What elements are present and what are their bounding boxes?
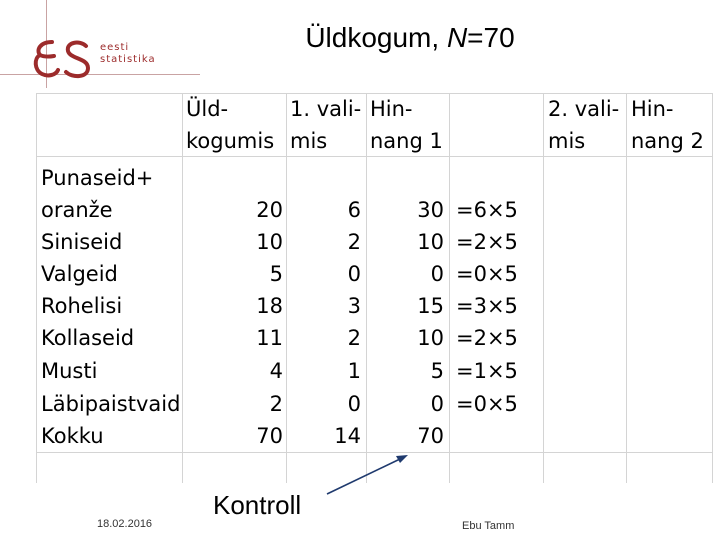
- cell-sample1: 2: [347, 326, 361, 350]
- cell-formula: =2×5: [456, 326, 518, 350]
- cell-formula: =1×5: [456, 359, 518, 383]
- cell-score1: 15: [417, 294, 444, 318]
- cell-sample1: 0: [347, 262, 361, 286]
- kontroll-label: Kontroll: [213, 490, 302, 520]
- cell-sample1: 3: [347, 294, 361, 318]
- logo: [0, 0, 200, 90]
- cell-score1: 10: [417, 326, 444, 350]
- header-score1-line1: Hin-: [370, 97, 413, 121]
- cell-population: 5: [269, 262, 283, 286]
- cell-score1: 70: [417, 424, 444, 448]
- row-label: Kokku: [41, 424, 104, 448]
- row-label: Läbipaistvaid: [41, 392, 181, 416]
- grid-vline: [543, 93, 544, 483]
- cell-formula: =0×5: [456, 262, 518, 286]
- footer-author: Ebu Tamm: [462, 520, 515, 532]
- logo-text-line1: eesti: [100, 42, 130, 53]
- slide-title: [250, 22, 570, 54]
- header-sample2-line1: 2. vali-: [548, 97, 620, 121]
- logo-text: [100, 42, 156, 66]
- cell-sample1: 2: [347, 230, 361, 254]
- cell-population: 2: [269, 392, 283, 416]
- header-sample2-line2: mis: [548, 129, 586, 153]
- cell-sample1: 0: [347, 392, 361, 416]
- row-label: Kollaseid: [41, 326, 135, 350]
- cell-formula: =3×5: [456, 294, 518, 318]
- cell-population: 18: [256, 294, 283, 318]
- grid-vline: [366, 93, 367, 483]
- title-prefix: Üldkogum,: [305, 22, 447, 53]
- header-sample2: [548, 93, 619, 157]
- grid-vline: [712, 93, 713, 483]
- cell-population: 4: [269, 359, 283, 383]
- cell-population: 10: [256, 230, 283, 254]
- header-population-line2: kogumis: [186, 129, 275, 153]
- cell-formula: =2×5: [456, 230, 518, 254]
- logo-text-line2: statistika: [100, 54, 156, 65]
- row-label: Valgeid: [41, 262, 118, 286]
- cell-score1: 10: [417, 230, 444, 254]
- grid-vline: [286, 93, 287, 483]
- cell-sample1: 1: [347, 359, 361, 383]
- grid-vline: [449, 93, 450, 483]
- cell-population: 11: [256, 326, 283, 350]
- grid-vline: [626, 93, 627, 483]
- statistics-logo-icon: [30, 36, 92, 86]
- grid-hline: [36, 452, 713, 453]
- header-sample1-line2: mis: [290, 129, 328, 153]
- cell-score1: 30: [417, 198, 444, 222]
- grid-vline: [36, 93, 37, 483]
- header-sample1: [290, 93, 361, 157]
- header-score2: [631, 93, 704, 157]
- header-score2-line1: Hin-: [631, 97, 674, 121]
- row-label: Siniseid: [41, 230, 123, 254]
- cell-population: 20: [256, 198, 283, 222]
- footer-date: 18.02.2016: [97, 518, 153, 530]
- row-label: Rohelisi: [41, 294, 123, 318]
- header-score1: [370, 93, 443, 157]
- cell-formula: =6×5: [456, 198, 518, 222]
- header-score1-line2: nang 1: [370, 129, 443, 153]
- title-suffix: =70: [467, 22, 515, 53]
- cell-score1: 0: [430, 392, 444, 416]
- header-population: [186, 93, 274, 157]
- row-label-first-line1: Punaseid+: [41, 166, 154, 190]
- title-n: N: [446, 22, 468, 53]
- row-label: Musti: [41, 359, 98, 383]
- cell-sample1: 6: [347, 198, 361, 222]
- cell-sample1: 14: [334, 424, 361, 448]
- cell-score1: 0: [430, 262, 444, 286]
- header-score2-line2: nang 2: [631, 129, 704, 153]
- grid-vline: [182, 93, 183, 483]
- header-sample1-line1: 1. vali-: [290, 97, 362, 121]
- cell-population: 70: [256, 424, 283, 448]
- cell-formula: =0×5: [456, 392, 518, 416]
- header-population-line1: Üld-: [186, 97, 229, 121]
- cell-score1: 5: [430, 359, 444, 383]
- row-label-first-line2: oranže: [41, 198, 113, 222]
